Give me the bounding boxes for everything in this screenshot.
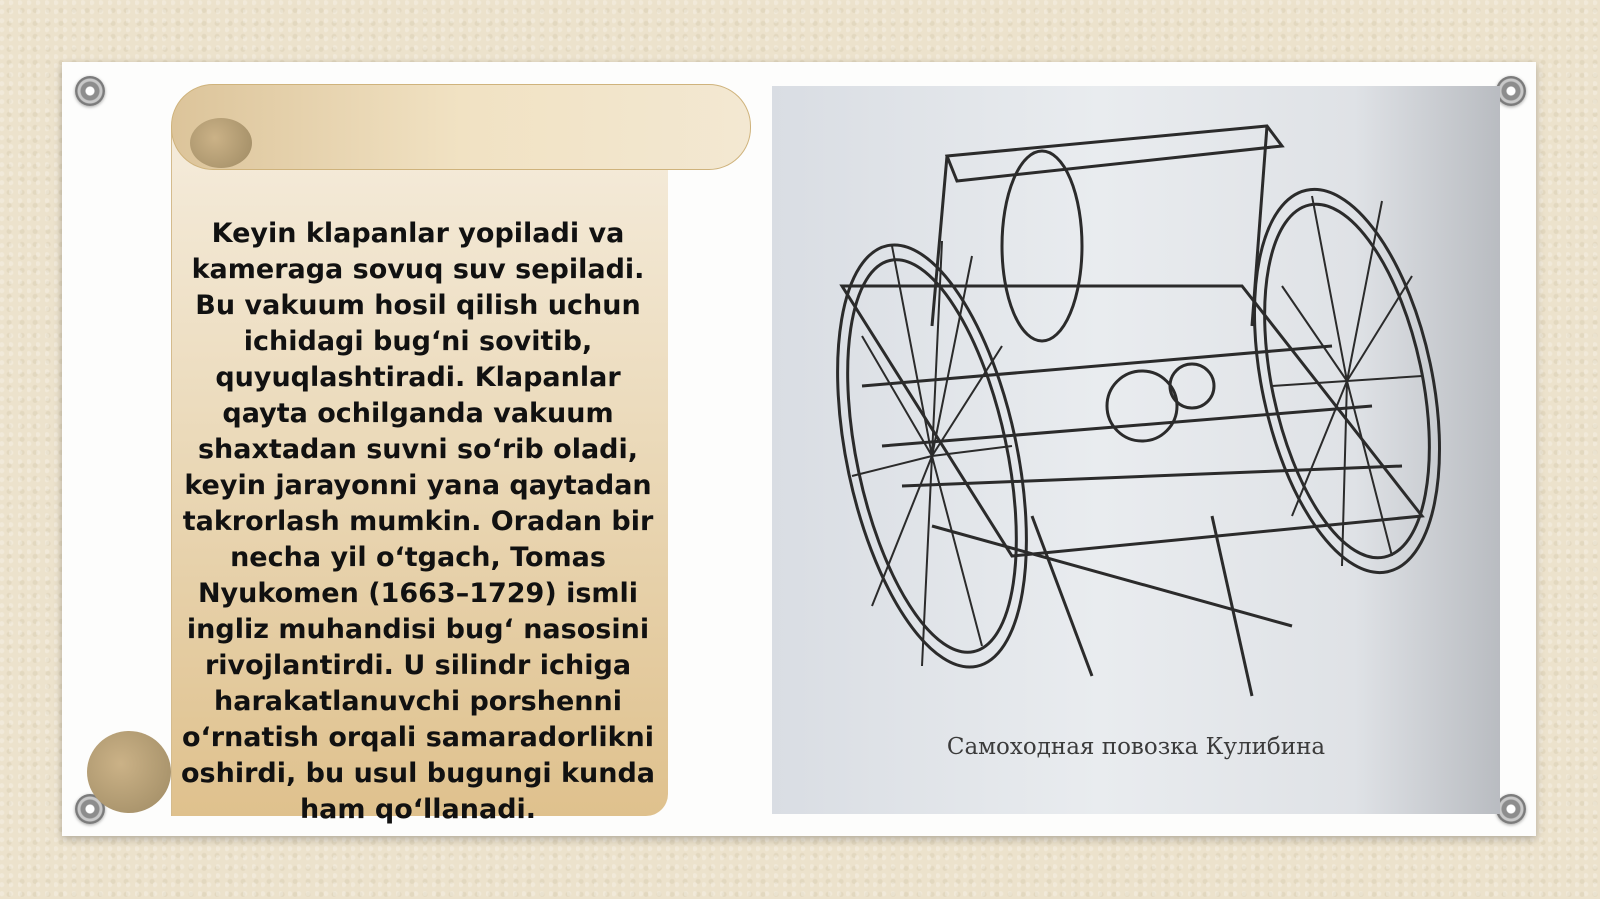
- kulibin-carriage-image: [772, 86, 1500, 814]
- scroll-curl-top-icon: [190, 118, 252, 168]
- image-caption: Самоходная повозка Кулибина: [946, 734, 1326, 760]
- carriage-drawing-icon: [772, 86, 1500, 814]
- scroll-banner: [171, 84, 751, 170]
- pin-top-right-icon: [1496, 76, 1526, 106]
- scroll-text: Keyin klapanlar yopiladi va kameraga sovuq suv sepiladi. Bu vakuum hosil qilish uchun ichidagi bug‘ni sovitib, quyuqlashtiradi. Klapanlar qayta ochilganda vakuum shaxtadan suvni so‘rib oladi, keyin jarayonni yana qaytadan takrorlash mumkin. Oradan bir necha yil o‘tgach, Tomas Nyukomen (1663–1729) ismli ingliz muhandisi bug‘ nasosini rivojlantirdi. U silindr ichiga harakatlanuvchi porshenni o‘rnatish orqali samaradorlikni oshirdi, bu usul bugungi kunda ham qo‘llanadi.: [180, 218, 656, 825]
- scroll-curl-bottom-icon: [87, 731, 171, 813]
- pin-bottom-right-icon: [1496, 794, 1526, 824]
- pin-top-left-icon: [75, 76, 105, 106]
